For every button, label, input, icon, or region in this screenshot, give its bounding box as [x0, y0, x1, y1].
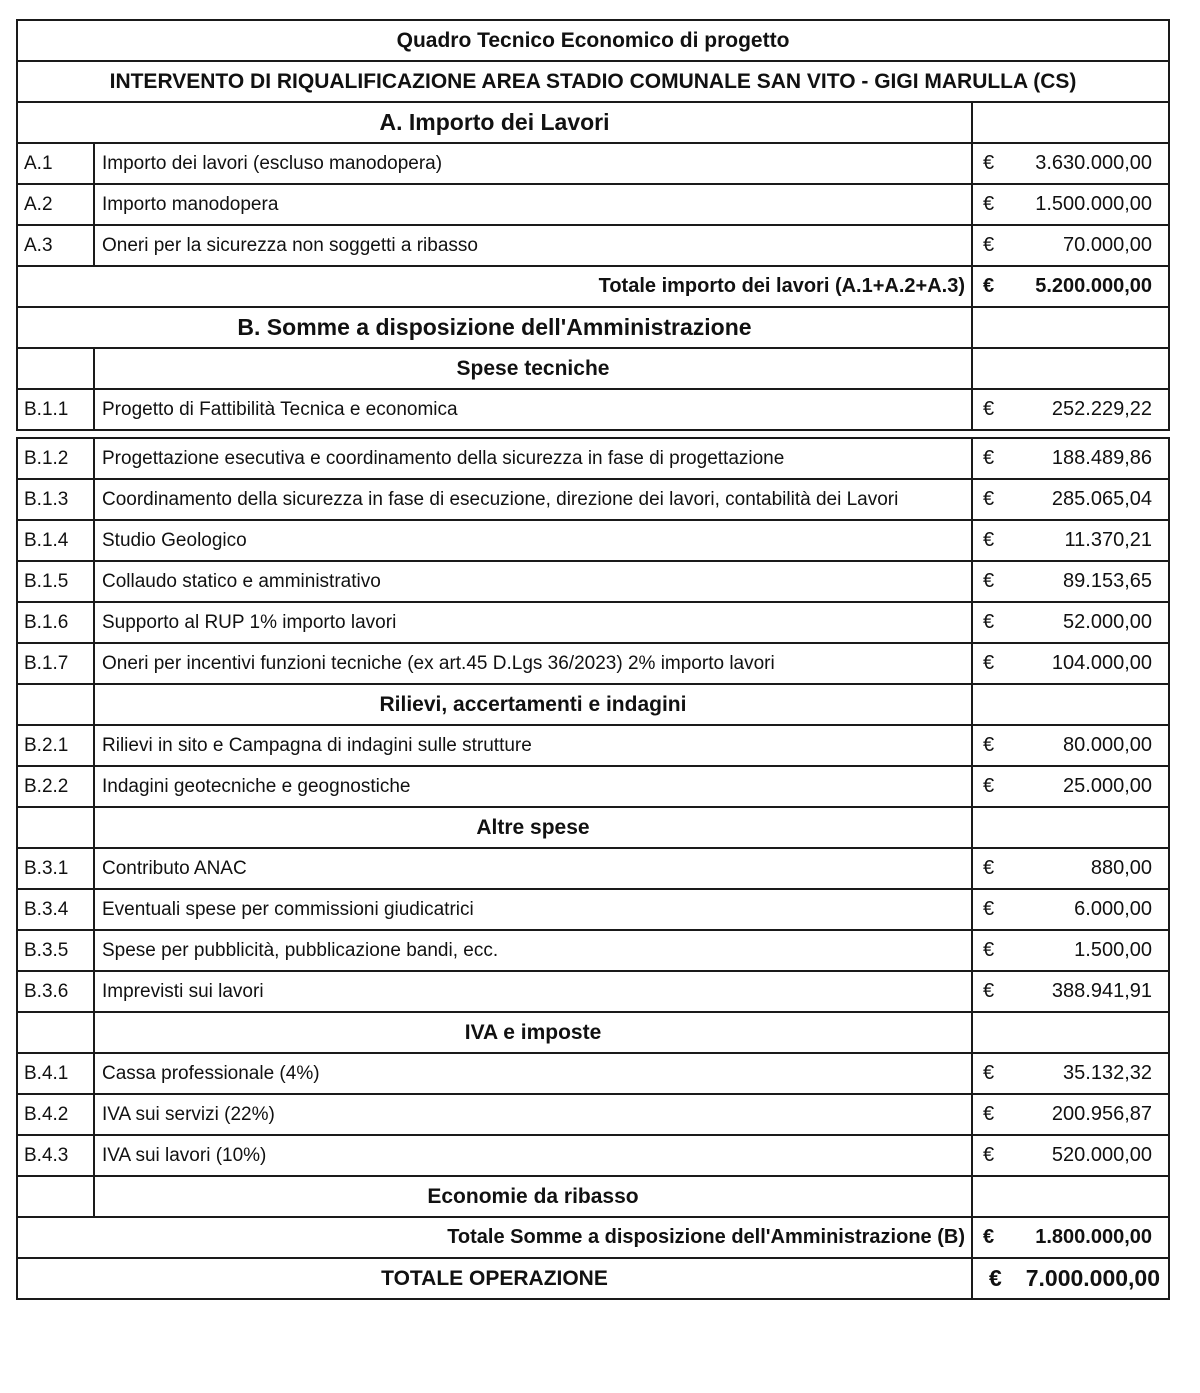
amount-value: 252.229,22: [1051, 398, 1153, 420]
empty-amount-cell: [972, 1176, 1169, 1217]
amount-wrap: [973, 275, 1168, 298]
currency-symbol: €: [983, 857, 995, 879]
table-row: [17, 225, 1169, 266]
currency-symbol: €: [983, 980, 995, 1002]
item-code: B.1.2: [17, 438, 94, 479]
item-code: A.2: [17, 184, 94, 225]
currency-symbol: €: [983, 939, 995, 961]
section-a-total-row: [17, 266, 1169, 307]
currency-symbol: €: [983, 611, 995, 633]
table-row: [17, 143, 1169, 184]
item-description: Imprevisti sui lavori: [94, 971, 972, 1012]
item-description: IVA sui servizi (22%): [94, 1094, 972, 1135]
currency-symbol: €: [983, 1062, 995, 1084]
amount-wrap: [973, 939, 1168, 962]
grand-total-amount: [972, 1258, 1169, 1299]
subsection-spese-tecniche: [17, 348, 1169, 389]
item-description: Studio Geologico: [94, 520, 972, 561]
empty-amount-cell: [972, 684, 1169, 725]
item-description: Contributo ANAC: [94, 848, 972, 889]
item-code: B.1.5: [17, 561, 94, 602]
table-row: [17, 930, 1169, 971]
section-b-title-row: [17, 307, 1169, 348]
amount-wrap: [973, 898, 1168, 921]
currency-symbol: €: [983, 1103, 995, 1125]
item-code: A.3: [17, 225, 94, 266]
currency-symbol: €: [983, 570, 995, 592]
item-code: B.1.7: [17, 643, 94, 684]
section-b-total-row: [17, 1217, 1169, 1258]
amount-value: 880,00: [1090, 857, 1153, 879]
amount-wrap: [973, 734, 1168, 757]
amount-value: 25.000,00: [1063, 775, 1153, 797]
empty-code-cell: [17, 1176, 94, 1217]
item-code: B.1.1: [17, 389, 94, 430]
amount-value: 89.153,65: [1063, 570, 1153, 592]
subsection-rilievi: [17, 684, 1169, 725]
item-code: B.4.2: [17, 1094, 94, 1135]
amount-value: 1.800.000,00: [1035, 1226, 1153, 1248]
item-amount: [972, 643, 1169, 684]
item-description: Oneri per la sicurezza non soggetti a ribasso: [94, 225, 972, 266]
item-code: B.3.6: [17, 971, 94, 1012]
amount-wrap: [973, 1062, 1168, 1085]
item-code: B.4.1: [17, 1053, 94, 1094]
empty-amount-cell: [972, 348, 1169, 389]
amount-value: 188.489,86: [1051, 447, 1153, 469]
amount-wrap: [973, 980, 1168, 1003]
amount-value: 1.500.000,00: [1035, 193, 1153, 215]
amount-wrap: [973, 570, 1168, 593]
table-row: [17, 438, 1169, 479]
table-row: [17, 520, 1169, 561]
currency-symbol: €: [983, 398, 995, 420]
total-label: Totale Somme a disposizione dell'Amministrazione (B): [17, 1217, 972, 1258]
item-code: B.1.6: [17, 602, 94, 643]
item-amount: [972, 479, 1169, 520]
table-row: [17, 766, 1169, 807]
item-description: Collaudo statico e amministrativo: [94, 561, 972, 602]
amount-value: 52.000,00: [1063, 611, 1153, 633]
table-row: [17, 725, 1169, 766]
amount-value: 7.000.000,00: [1025, 1265, 1161, 1291]
amount-wrap: [973, 488, 1168, 511]
amount-value: 6.000,00: [1074, 898, 1153, 920]
item-amount: [972, 889, 1169, 930]
subsection-title: Altre spese: [94, 807, 972, 848]
currency-symbol: €: [983, 234, 995, 256]
currency-symbol: €: [989, 1265, 1002, 1291]
empty-code-cell: [17, 684, 94, 725]
item-description: Importo manodopera: [94, 184, 972, 225]
currency-symbol: €: [983, 652, 995, 674]
table-row: [17, 1053, 1169, 1094]
amount-wrap: [973, 447, 1168, 470]
item-description: Coordinamento della sicurezza in fase di esecuzione, direzione dei lavori, contabilità dei Lavori: [94, 479, 972, 520]
document-title: Quadro Tecnico Economico di progetto: [17, 20, 1169, 61]
amount-value: 200.956,87: [1051, 1103, 1153, 1125]
item-amount: [972, 184, 1169, 225]
empty-code-cell: [17, 1012, 94, 1053]
amount-wrap: [973, 775, 1168, 798]
item-code: B.2.1: [17, 725, 94, 766]
item-amount: [972, 930, 1169, 971]
amount-wrap: [973, 611, 1168, 634]
item-amount: [972, 971, 1169, 1012]
item-description: Rilievi in sito e Campagna di indagini sulle strutture: [94, 725, 972, 766]
subsection-title: IVA e imposte: [94, 1012, 972, 1053]
page-break-gap: [17, 430, 1169, 438]
amount-value: 35.132,32: [1063, 1062, 1153, 1084]
item-code: B.4.3: [17, 1135, 94, 1176]
table-row: [17, 1135, 1169, 1176]
item-amount: [972, 561, 1169, 602]
item-description: Spese per pubblicità, pubblicazione bandi, ecc.: [94, 930, 972, 971]
currency-symbol: €: [983, 152, 995, 174]
amount-wrap: [973, 1103, 1168, 1126]
item-description: Progetto di Fattibilità Tecnica e economica: [94, 389, 972, 430]
currency-symbol: €: [983, 275, 995, 297]
item-amount: [972, 1135, 1169, 1176]
table-row: [17, 602, 1169, 643]
currency-symbol: €: [983, 529, 995, 551]
amount-value: 80.000,00: [1063, 734, 1153, 756]
item-code: B.3.5: [17, 930, 94, 971]
table-row: [17, 479, 1169, 520]
table-row: [17, 971, 1169, 1012]
currency-symbol: €: [983, 1144, 995, 1166]
amount-wrap: [973, 398, 1168, 421]
empty-code-cell: [17, 348, 94, 389]
item-code: B.2.2: [17, 766, 94, 807]
empty-amount-cell: [972, 307, 1169, 348]
table-row: [17, 561, 1169, 602]
empty-code-cell: [17, 807, 94, 848]
item-code: B.1.3: [17, 479, 94, 520]
header-project-row: [17, 61, 1169, 102]
item-amount: [972, 389, 1169, 430]
subsection-iva: [17, 1012, 1169, 1053]
item-description: IVA sui lavori (10%): [94, 1135, 972, 1176]
currency-symbol: €: [983, 898, 995, 920]
item-amount: [972, 848, 1169, 889]
currency-symbol: €: [983, 193, 995, 215]
amount-wrap: [973, 1144, 1168, 1167]
item-amount: [972, 143, 1169, 184]
header-title-row: [17, 20, 1169, 61]
amount-value: 3.630.000,00: [1035, 152, 1153, 174]
section-a-title-row: [17, 102, 1169, 143]
section-title: B. Somme a disposizione dell'Amministrazione: [17, 307, 972, 348]
grand-total-label: TOTALE OPERAZIONE: [17, 1258, 972, 1299]
item-code: A.1: [17, 143, 94, 184]
subsection-title: Economie da ribasso: [94, 1176, 972, 1217]
project-title: INTERVENTO DI RIQUALIFICAZIONE AREA STADIO COMUNALE SAN VITO - GIGI MARULLA (CS): [17, 61, 1169, 102]
amount-wrap: [973, 529, 1168, 552]
table-row: [17, 389, 1169, 430]
grand-total-row: [17, 1258, 1169, 1299]
subsection-title: Rilievi, accertamenti e indagini: [94, 684, 972, 725]
item-description: Indagini geotecniche e geognostiche: [94, 766, 972, 807]
total-amount: [972, 266, 1169, 307]
table-row: [17, 1094, 1169, 1135]
item-description: Cassa professionale (4%): [94, 1053, 972, 1094]
currency-symbol: €: [983, 734, 995, 756]
item-code: B.3.4: [17, 889, 94, 930]
table-row: [17, 184, 1169, 225]
item-description: Progettazione esecutiva e coordinamento della sicurezza in fase di progettazione: [94, 438, 972, 479]
item-code: B.3.1: [17, 848, 94, 889]
amount-wrap: [973, 1265, 1168, 1292]
total-amount: [972, 1217, 1169, 1258]
item-amount: [972, 225, 1169, 266]
table-row: [17, 889, 1169, 930]
table-row: [17, 643, 1169, 684]
item-amount: [972, 766, 1169, 807]
gap-cell: [17, 430, 1169, 438]
item-amount: [972, 725, 1169, 766]
empty-amount-cell: [972, 102, 1169, 143]
subsection-title: Spese tecniche: [94, 348, 972, 389]
subsection-economie: [17, 1176, 1169, 1217]
item-amount: [972, 1094, 1169, 1135]
total-label: Totale importo dei lavori (A.1+A.2+A.3): [17, 266, 972, 307]
item-description: Eventuali spese per commissioni giudicatrici: [94, 889, 972, 930]
currency-symbol: €: [983, 775, 995, 797]
amount-value: 520.000,00: [1051, 1144, 1153, 1166]
amount-wrap: [973, 857, 1168, 880]
currency-symbol: €: [983, 488, 995, 510]
amount-value: 5.200.000,00: [1035, 275, 1153, 297]
item-description: Supporto al RUP 1% importo lavori: [94, 602, 972, 643]
section-title: A. Importo dei Lavori: [17, 102, 972, 143]
item-amount: [972, 602, 1169, 643]
item-description: Oneri per incentivi funzioni tecniche (ex art.45 D.Lgs 36/2023) 2% importo lavori: [94, 643, 972, 684]
qte-table: [16, 19, 1170, 1300]
amount-value: 104.000,00: [1051, 652, 1153, 674]
item-description: Importo dei lavori (escluso manodopera): [94, 143, 972, 184]
amount-value: 70.000,00: [1063, 234, 1153, 256]
subsection-altre-spese: [17, 807, 1169, 848]
currency-symbol: €: [983, 447, 995, 469]
amount-value: 11.370,21: [1064, 529, 1153, 551]
currency-symbol: €: [983, 1226, 995, 1248]
item-code: B.1.4: [17, 520, 94, 561]
amount-value: 285.065,04: [1051, 488, 1153, 510]
empty-amount-cell: [972, 807, 1169, 848]
amount-value: 388.941,91: [1051, 980, 1153, 1002]
amount-wrap: [973, 152, 1168, 175]
amount-wrap: [973, 652, 1168, 675]
item-amount: [972, 520, 1169, 561]
item-amount: [972, 1053, 1169, 1094]
item-amount: [972, 438, 1169, 479]
amount-wrap: [973, 193, 1168, 216]
amount-value: 1.500,00: [1074, 939, 1153, 961]
amount-wrap: [973, 234, 1168, 257]
table-row: [17, 848, 1169, 889]
empty-amount-cell: [972, 1012, 1169, 1053]
amount-wrap: [973, 1226, 1168, 1249]
